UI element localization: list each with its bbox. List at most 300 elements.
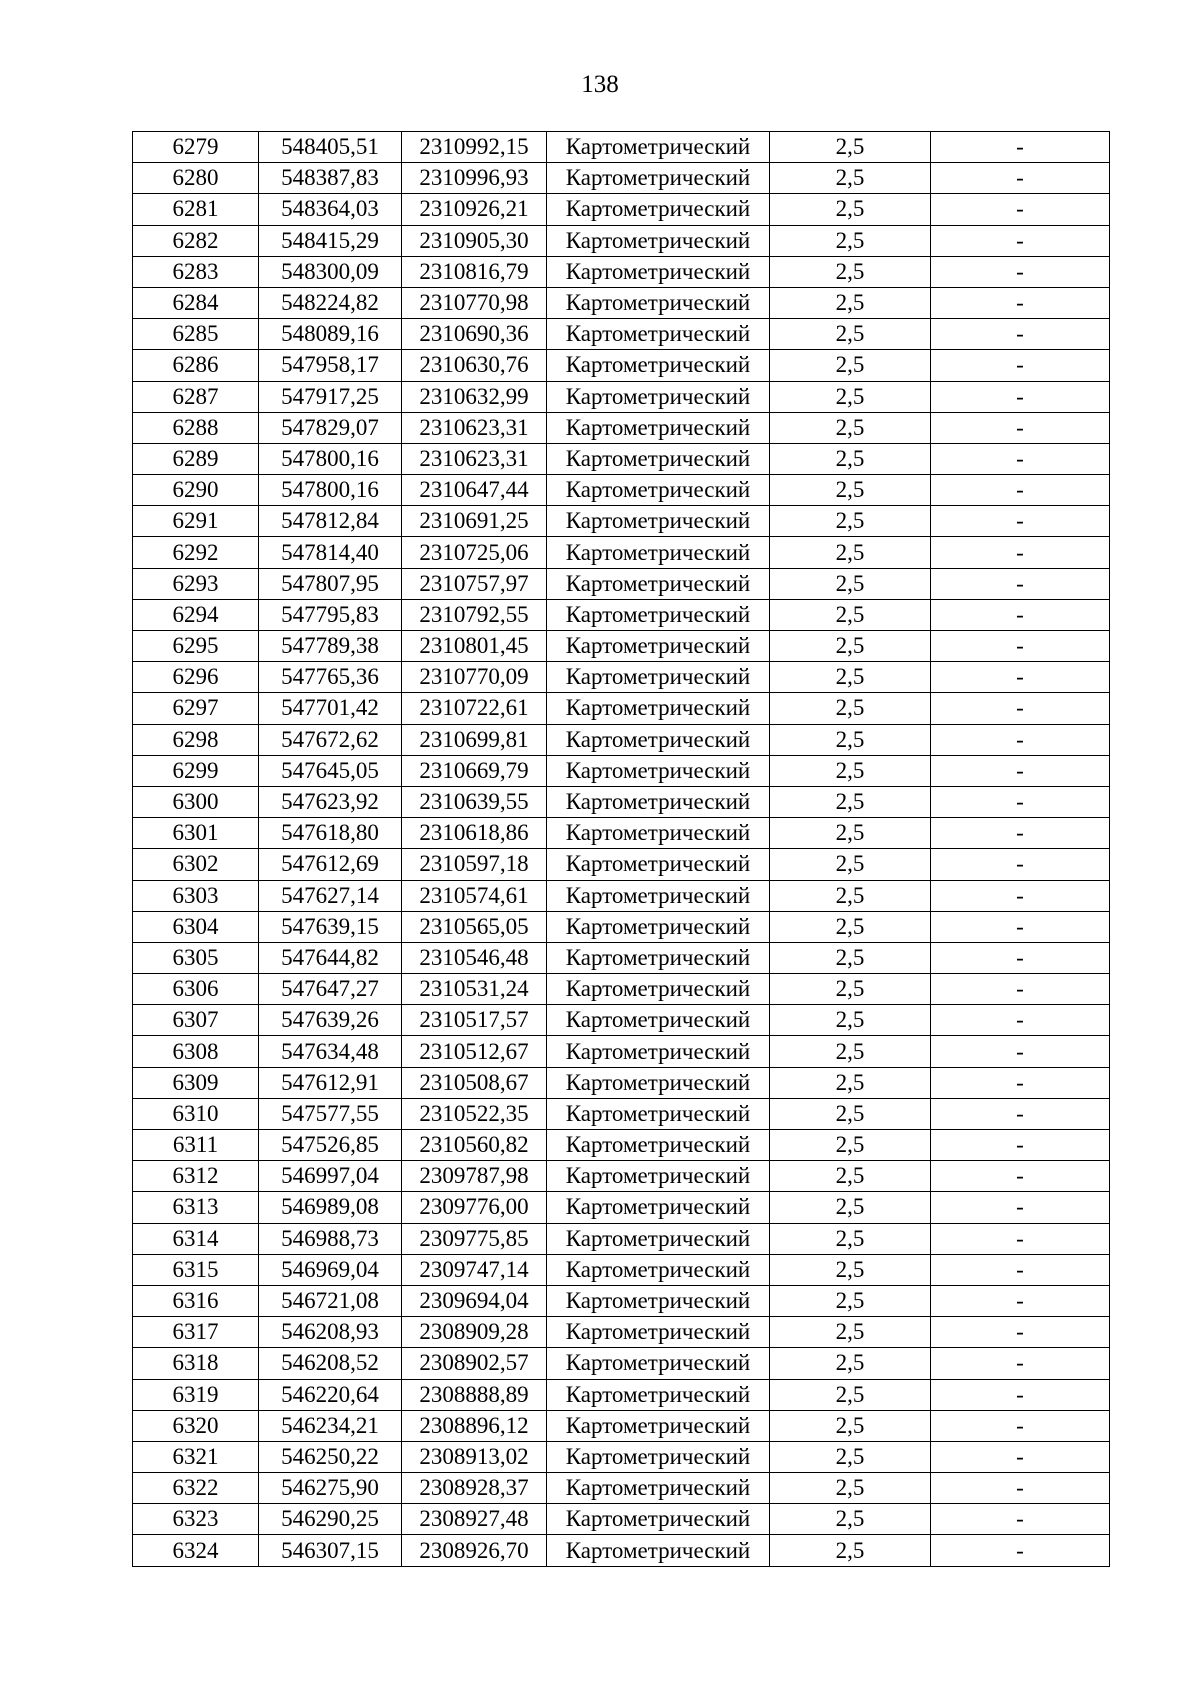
description-cell: - <box>931 755 1110 786</box>
table-row <box>133 911 1110 942</box>
method-cell: Картометрический <box>547 132 770 163</box>
point-number-cell: 6295 <box>133 631 259 662</box>
accuracy-cell: 2,5 <box>770 443 931 474</box>
point-number-cell: 6298 <box>133 724 259 755</box>
description-cell: - <box>931 599 1110 630</box>
method-cell: Картометрический <box>547 537 770 568</box>
table-row <box>133 163 1110 194</box>
y-coordinate-cell: 2310512,67 <box>402 1036 547 1067</box>
description-cell: - <box>931 225 1110 256</box>
point-number-cell: 6285 <box>133 319 259 350</box>
x-coordinate-cell: 546969,04 <box>259 1254 402 1285</box>
x-coordinate-cell: 547814,40 <box>259 537 402 568</box>
accuracy-cell: 2,5 <box>770 1285 931 1316</box>
point-number-cell: 6317 <box>133 1317 259 1348</box>
x-coordinate-cell: 547958,17 <box>259 350 402 381</box>
description-cell: - <box>931 1441 1110 1472</box>
point-number-cell: 6310 <box>133 1098 259 1129</box>
x-coordinate-cell: 547789,38 <box>259 631 402 662</box>
y-coordinate-cell: 2309787,98 <box>402 1161 547 1192</box>
description-cell: - <box>931 256 1110 287</box>
description-cell: - <box>931 1130 1110 1161</box>
x-coordinate-cell: 547623,92 <box>259 786 402 817</box>
accuracy-cell: 2,5 <box>770 1254 931 1285</box>
table-row <box>133 1441 1110 1472</box>
point-number-cell: 6291 <box>133 506 259 537</box>
accuracy-cell: 2,5 <box>770 412 931 443</box>
table-row <box>133 319 1110 350</box>
x-coordinate-cell: 548387,83 <box>259 163 402 194</box>
method-cell: Картометрический <box>547 662 770 693</box>
point-number-cell: 6323 <box>133 1504 259 1535</box>
method-cell: Картометрический <box>547 818 770 849</box>
table-row <box>133 693 1110 724</box>
point-number-cell: 6304 <box>133 911 259 942</box>
description-cell: - <box>931 412 1110 443</box>
description-cell: - <box>931 974 1110 1005</box>
description-cell: - <box>931 1410 1110 1441</box>
description-cell: - <box>931 568 1110 599</box>
method-cell: Картометрический <box>547 1285 770 1316</box>
method-cell: Картометрический <box>547 1535 770 1566</box>
table-row <box>133 1379 1110 1410</box>
table-row <box>133 1317 1110 1348</box>
description-cell: - <box>931 1379 1110 1410</box>
method-cell: Картометрический <box>547 1098 770 1129</box>
accuracy-cell: 2,5 <box>770 786 931 817</box>
description-cell: - <box>931 1348 1110 1379</box>
y-coordinate-cell: 2310623,31 <box>402 443 547 474</box>
accuracy-cell: 2,5 <box>770 475 931 506</box>
table-row <box>133 381 1110 412</box>
y-coordinate-cell: 2308928,37 <box>402 1473 547 1504</box>
method-cell: Картометрический <box>547 1067 770 1098</box>
description-cell: - <box>931 1067 1110 1098</box>
accuracy-cell: 2,5 <box>770 631 931 662</box>
description-cell: - <box>931 1223 1110 1254</box>
table-row <box>133 475 1110 506</box>
method-cell: Картометрический <box>547 942 770 973</box>
table-row <box>133 1535 1110 1566</box>
table-row <box>133 1285 1110 1316</box>
table-row <box>133 942 1110 973</box>
point-number-cell: 6318 <box>133 1348 259 1379</box>
y-coordinate-cell: 2310632,99 <box>402 381 547 412</box>
method-cell: Картометрический <box>547 443 770 474</box>
x-coordinate-cell: 547645,05 <box>259 755 402 786</box>
method-cell: Картометрический <box>547 1504 770 1535</box>
table-row <box>133 506 1110 537</box>
method-cell: Картометрический <box>547 350 770 381</box>
accuracy-cell: 2,5 <box>770 163 931 194</box>
x-coordinate-cell: 548224,82 <box>259 287 402 318</box>
point-number-cell: 6289 <box>133 443 259 474</box>
description-cell: - <box>931 1473 1110 1504</box>
point-number-cell: 6306 <box>133 974 259 1005</box>
point-number-cell: 6286 <box>133 350 259 381</box>
y-coordinate-cell: 2310597,18 <box>402 849 547 880</box>
y-coordinate-cell: 2310996,93 <box>402 163 547 194</box>
accuracy-cell: 2,5 <box>770 132 931 163</box>
description-cell: - <box>931 662 1110 693</box>
point-number-cell: 6290 <box>133 475 259 506</box>
table-row <box>133 1410 1110 1441</box>
accuracy-cell: 2,5 <box>770 849 931 880</box>
y-coordinate-cell: 2308888,89 <box>402 1379 547 1410</box>
accuracy-cell: 2,5 <box>770 662 931 693</box>
x-coordinate-cell: 547795,83 <box>259 599 402 630</box>
x-coordinate-cell: 546988,73 <box>259 1223 402 1254</box>
table-row <box>133 1130 1110 1161</box>
accuracy-cell: 2,5 <box>770 1535 931 1566</box>
y-coordinate-cell: 2309694,04 <box>402 1285 547 1316</box>
description-cell: - <box>931 849 1110 880</box>
accuracy-cell: 2,5 <box>770 693 931 724</box>
description-cell: - <box>931 350 1110 381</box>
method-cell: Картометрический <box>547 1254 770 1285</box>
y-coordinate-cell: 2310801,45 <box>402 631 547 662</box>
method-cell: Картометрический <box>547 1317 770 1348</box>
x-coordinate-cell: 547639,26 <box>259 1005 402 1036</box>
table-row <box>133 786 1110 817</box>
method-cell: Картометрический <box>547 1410 770 1441</box>
description-cell: - <box>931 475 1110 506</box>
table-row <box>133 880 1110 911</box>
y-coordinate-cell: 2310770,98 <box>402 287 547 318</box>
point-number-cell: 6287 <box>133 381 259 412</box>
point-number-cell: 6320 <box>133 1410 259 1441</box>
point-number-cell: 6308 <box>133 1036 259 1067</box>
table-row <box>133 256 1110 287</box>
method-cell: Картометрический <box>547 599 770 630</box>
accuracy-cell: 2,5 <box>770 1441 931 1472</box>
x-coordinate-cell: 547829,07 <box>259 412 402 443</box>
accuracy-cell: 2,5 <box>770 256 931 287</box>
x-coordinate-cell: 547647,27 <box>259 974 402 1005</box>
y-coordinate-cell: 2310792,55 <box>402 599 547 630</box>
method-cell: Картометрический <box>547 412 770 443</box>
method-cell: Картометрический <box>547 755 770 786</box>
x-coordinate-cell: 547627,14 <box>259 880 402 911</box>
x-coordinate-cell: 546250,22 <box>259 1441 402 1472</box>
description-cell: - <box>931 1535 1110 1566</box>
table-row <box>133 1223 1110 1254</box>
y-coordinate-cell: 2310690,36 <box>402 319 547 350</box>
accuracy-cell: 2,5 <box>770 287 931 318</box>
method-cell: Картометрический <box>547 475 770 506</box>
table-row <box>133 568 1110 599</box>
point-number-cell: 6297 <box>133 693 259 724</box>
method-cell: Картометрический <box>547 631 770 662</box>
accuracy-cell: 2,5 <box>770 880 931 911</box>
table-row <box>133 1161 1110 1192</box>
y-coordinate-cell: 2308902,57 <box>402 1348 547 1379</box>
x-coordinate-cell: 548364,03 <box>259 194 402 225</box>
description-cell: - <box>931 1161 1110 1192</box>
table-row <box>133 412 1110 443</box>
y-coordinate-cell: 2308926,70 <box>402 1535 547 1566</box>
table-row <box>133 443 1110 474</box>
method-cell: Картометрический <box>547 1036 770 1067</box>
y-coordinate-cell: 2310770,09 <box>402 662 547 693</box>
description-cell: - <box>931 506 1110 537</box>
method-cell: Картометрический <box>547 225 770 256</box>
point-number-cell: 6303 <box>133 880 259 911</box>
table-row <box>133 974 1110 1005</box>
point-number-cell: 6301 <box>133 818 259 849</box>
accuracy-cell: 2,5 <box>770 225 931 256</box>
accuracy-cell: 2,5 <box>770 1161 931 1192</box>
method-cell: Картометрический <box>547 1161 770 1192</box>
x-coordinate-cell: 547800,16 <box>259 443 402 474</box>
description-cell: - <box>931 724 1110 755</box>
point-number-cell: 6299 <box>133 755 259 786</box>
description-cell: - <box>931 818 1110 849</box>
x-coordinate-cell: 547634,48 <box>259 1036 402 1067</box>
y-coordinate-cell: 2310630,76 <box>402 350 547 381</box>
table-row <box>133 1067 1110 1098</box>
y-coordinate-cell: 2310722,61 <box>402 693 547 724</box>
point-number-cell: 6319 <box>133 1379 259 1410</box>
y-coordinate-cell: 2310816,79 <box>402 256 547 287</box>
x-coordinate-cell: 547765,36 <box>259 662 402 693</box>
y-coordinate-cell: 2310757,97 <box>402 568 547 599</box>
table-row <box>133 1192 1110 1223</box>
table-row <box>133 1005 1110 1036</box>
y-coordinate-cell: 2308909,28 <box>402 1317 547 1348</box>
point-number-cell: 6312 <box>133 1161 259 1192</box>
accuracy-cell: 2,5 <box>770 1192 931 1223</box>
accuracy-cell: 2,5 <box>770 194 931 225</box>
y-coordinate-cell: 2309747,14 <box>402 1254 547 1285</box>
y-coordinate-cell: 2310560,82 <box>402 1130 547 1161</box>
accuracy-cell: 2,5 <box>770 1379 931 1410</box>
description-cell: - <box>931 163 1110 194</box>
x-coordinate-cell: 547812,84 <box>259 506 402 537</box>
point-number-cell: 6282 <box>133 225 259 256</box>
y-coordinate-cell: 2310531,24 <box>402 974 547 1005</box>
description-cell: - <box>931 942 1110 973</box>
method-cell: Картометрический <box>547 786 770 817</box>
accuracy-cell: 2,5 <box>770 911 931 942</box>
description-cell: - <box>931 132 1110 163</box>
table-row <box>133 1254 1110 1285</box>
description-cell: - <box>931 1098 1110 1129</box>
accuracy-cell: 2,5 <box>770 1348 931 1379</box>
point-number-cell: 6305 <box>133 942 259 973</box>
method-cell: Картометрический <box>547 1130 770 1161</box>
y-coordinate-cell: 2310905,30 <box>402 225 547 256</box>
x-coordinate-cell: 548405,51 <box>259 132 402 163</box>
table-row <box>133 225 1110 256</box>
description-cell: - <box>931 443 1110 474</box>
point-number-cell: 6283 <box>133 256 259 287</box>
table-row <box>133 849 1110 880</box>
description-cell: - <box>931 1285 1110 1316</box>
method-cell: Картометрический <box>547 724 770 755</box>
point-number-cell: 6296 <box>133 662 259 693</box>
x-coordinate-cell: 547612,69 <box>259 849 402 880</box>
method-cell: Картометрический <box>547 319 770 350</box>
method-cell: Картометрический <box>547 506 770 537</box>
y-coordinate-cell: 2308913,02 <box>402 1441 547 1472</box>
accuracy-cell: 2,5 <box>770 568 931 599</box>
y-coordinate-cell: 2310574,61 <box>402 880 547 911</box>
x-coordinate-cell: 546208,93 <box>259 1317 402 1348</box>
accuracy-cell: 2,5 <box>770 1067 931 1098</box>
y-coordinate-cell: 2310669,79 <box>402 755 547 786</box>
accuracy-cell: 2,5 <box>770 1410 931 1441</box>
x-coordinate-cell: 547577,55 <box>259 1098 402 1129</box>
description-cell: - <box>931 1317 1110 1348</box>
x-coordinate-cell: 546275,90 <box>259 1473 402 1504</box>
point-number-cell: 6280 <box>133 163 259 194</box>
description-cell: - <box>931 693 1110 724</box>
y-coordinate-cell: 2310546,48 <box>402 942 547 973</box>
method-cell: Картометрический <box>547 1005 770 1036</box>
table-row <box>133 818 1110 849</box>
method-cell: Картометрический <box>547 849 770 880</box>
method-cell: Картометрический <box>547 1473 770 1504</box>
accuracy-cell: 2,5 <box>770 350 931 381</box>
table-row <box>133 1504 1110 1535</box>
coordinates-table-body <box>133 132 1110 1567</box>
description-cell: - <box>931 631 1110 662</box>
accuracy-cell: 2,5 <box>770 537 931 568</box>
table-row <box>133 287 1110 318</box>
x-coordinate-cell: 547672,62 <box>259 724 402 755</box>
accuracy-cell: 2,5 <box>770 1504 931 1535</box>
x-coordinate-cell: 548415,29 <box>259 225 402 256</box>
description-cell: - <box>931 194 1110 225</box>
description-cell: - <box>931 786 1110 817</box>
description-cell: - <box>931 880 1110 911</box>
description-cell: - <box>931 381 1110 412</box>
accuracy-cell: 2,5 <box>770 974 931 1005</box>
description-cell: - <box>931 1036 1110 1067</box>
x-coordinate-cell: 546220,64 <box>259 1379 402 1410</box>
accuracy-cell: 2,5 <box>770 1098 931 1129</box>
point-number-cell: 6288 <box>133 412 259 443</box>
x-coordinate-cell: 546721,08 <box>259 1285 402 1316</box>
y-coordinate-cell: 2310522,35 <box>402 1098 547 1129</box>
description-cell: - <box>931 537 1110 568</box>
point-number-cell: 6294 <box>133 599 259 630</box>
accuracy-cell: 2,5 <box>770 818 931 849</box>
y-coordinate-cell: 2310992,15 <box>402 132 547 163</box>
y-coordinate-cell: 2310618,86 <box>402 818 547 849</box>
method-cell: Картометрический <box>547 1223 770 1254</box>
x-coordinate-cell: 546234,21 <box>259 1410 402 1441</box>
accuracy-cell: 2,5 <box>770 1223 931 1254</box>
y-coordinate-cell: 2310699,81 <box>402 724 547 755</box>
y-coordinate-cell: 2310926,21 <box>402 194 547 225</box>
description-cell: - <box>931 319 1110 350</box>
point-number-cell: 6284 <box>133 287 259 318</box>
point-number-cell: 6293 <box>133 568 259 599</box>
point-number-cell: 6307 <box>133 1005 259 1036</box>
x-coordinate-cell: 546290,25 <box>259 1504 402 1535</box>
table-row <box>133 1036 1110 1067</box>
point-number-cell: 6311 <box>133 1130 259 1161</box>
x-coordinate-cell: 547618,80 <box>259 818 402 849</box>
method-cell: Картометрический <box>547 163 770 194</box>
table-row <box>133 1473 1110 1504</box>
y-coordinate-cell: 2310565,05 <box>402 911 547 942</box>
y-coordinate-cell: 2310623,31 <box>402 412 547 443</box>
description-cell: - <box>931 911 1110 942</box>
coordinates-table <box>132 131 1110 1567</box>
y-coordinate-cell: 2309776,00 <box>402 1192 547 1223</box>
table-row <box>133 194 1110 225</box>
x-coordinate-cell: 548089,16 <box>259 319 402 350</box>
y-coordinate-cell: 2310725,06 <box>402 537 547 568</box>
point-number-cell: 6279 <box>133 132 259 163</box>
accuracy-cell: 2,5 <box>770 942 931 973</box>
y-coordinate-cell: 2310517,57 <box>402 1005 547 1036</box>
y-coordinate-cell: 2310639,55 <box>402 786 547 817</box>
y-coordinate-cell: 2308927,48 <box>402 1504 547 1535</box>
point-number-cell: 6302 <box>133 849 259 880</box>
method-cell: Картометрический <box>547 1441 770 1472</box>
accuracy-cell: 2,5 <box>770 506 931 537</box>
accuracy-cell: 2,5 <box>770 1036 931 1067</box>
point-number-cell: 6309 <box>133 1067 259 1098</box>
y-coordinate-cell: 2309775,85 <box>402 1223 547 1254</box>
x-coordinate-cell: 547639,15 <box>259 911 402 942</box>
point-number-cell: 6316 <box>133 1285 259 1316</box>
y-coordinate-cell: 2308896,12 <box>402 1410 547 1441</box>
method-cell: Картометрический <box>547 194 770 225</box>
method-cell: Картометрический <box>547 693 770 724</box>
x-coordinate-cell: 546989,08 <box>259 1192 402 1223</box>
x-coordinate-cell: 547644,82 <box>259 942 402 973</box>
description-cell: - <box>931 1192 1110 1223</box>
method-cell: Картометрический <box>547 1192 770 1223</box>
table-row <box>133 724 1110 755</box>
point-number-cell: 6314 <box>133 1223 259 1254</box>
point-number-cell: 6324 <box>133 1535 259 1566</box>
accuracy-cell: 2,5 <box>770 599 931 630</box>
method-cell: Картометрический <box>547 568 770 599</box>
point-number-cell: 6281 <box>133 194 259 225</box>
y-coordinate-cell: 2310647,44 <box>402 475 547 506</box>
table-row <box>133 755 1110 786</box>
x-coordinate-cell: 547800,16 <box>259 475 402 506</box>
description-cell: - <box>931 287 1110 318</box>
x-coordinate-cell: 547526,85 <box>259 1130 402 1161</box>
accuracy-cell: 2,5 <box>770 1317 931 1348</box>
x-coordinate-cell: 547612,91 <box>259 1067 402 1098</box>
accuracy-cell: 2,5 <box>770 319 931 350</box>
table-row <box>133 132 1110 163</box>
accuracy-cell: 2,5 <box>770 1005 931 1036</box>
y-coordinate-cell: 2310508,67 <box>402 1067 547 1098</box>
description-cell: - <box>931 1504 1110 1535</box>
x-coordinate-cell: 546208,52 <box>259 1348 402 1379</box>
x-coordinate-cell: 547701,42 <box>259 693 402 724</box>
table-row <box>133 631 1110 662</box>
method-cell: Картометрический <box>547 256 770 287</box>
method-cell: Картометрический <box>547 880 770 911</box>
accuracy-cell: 2,5 <box>770 1130 931 1161</box>
x-coordinate-cell: 546997,04 <box>259 1161 402 1192</box>
accuracy-cell: 2,5 <box>770 724 931 755</box>
point-number-cell: 6292 <box>133 537 259 568</box>
table-row <box>133 1348 1110 1379</box>
method-cell: Картометрический <box>547 287 770 318</box>
method-cell: Картометрический <box>547 911 770 942</box>
